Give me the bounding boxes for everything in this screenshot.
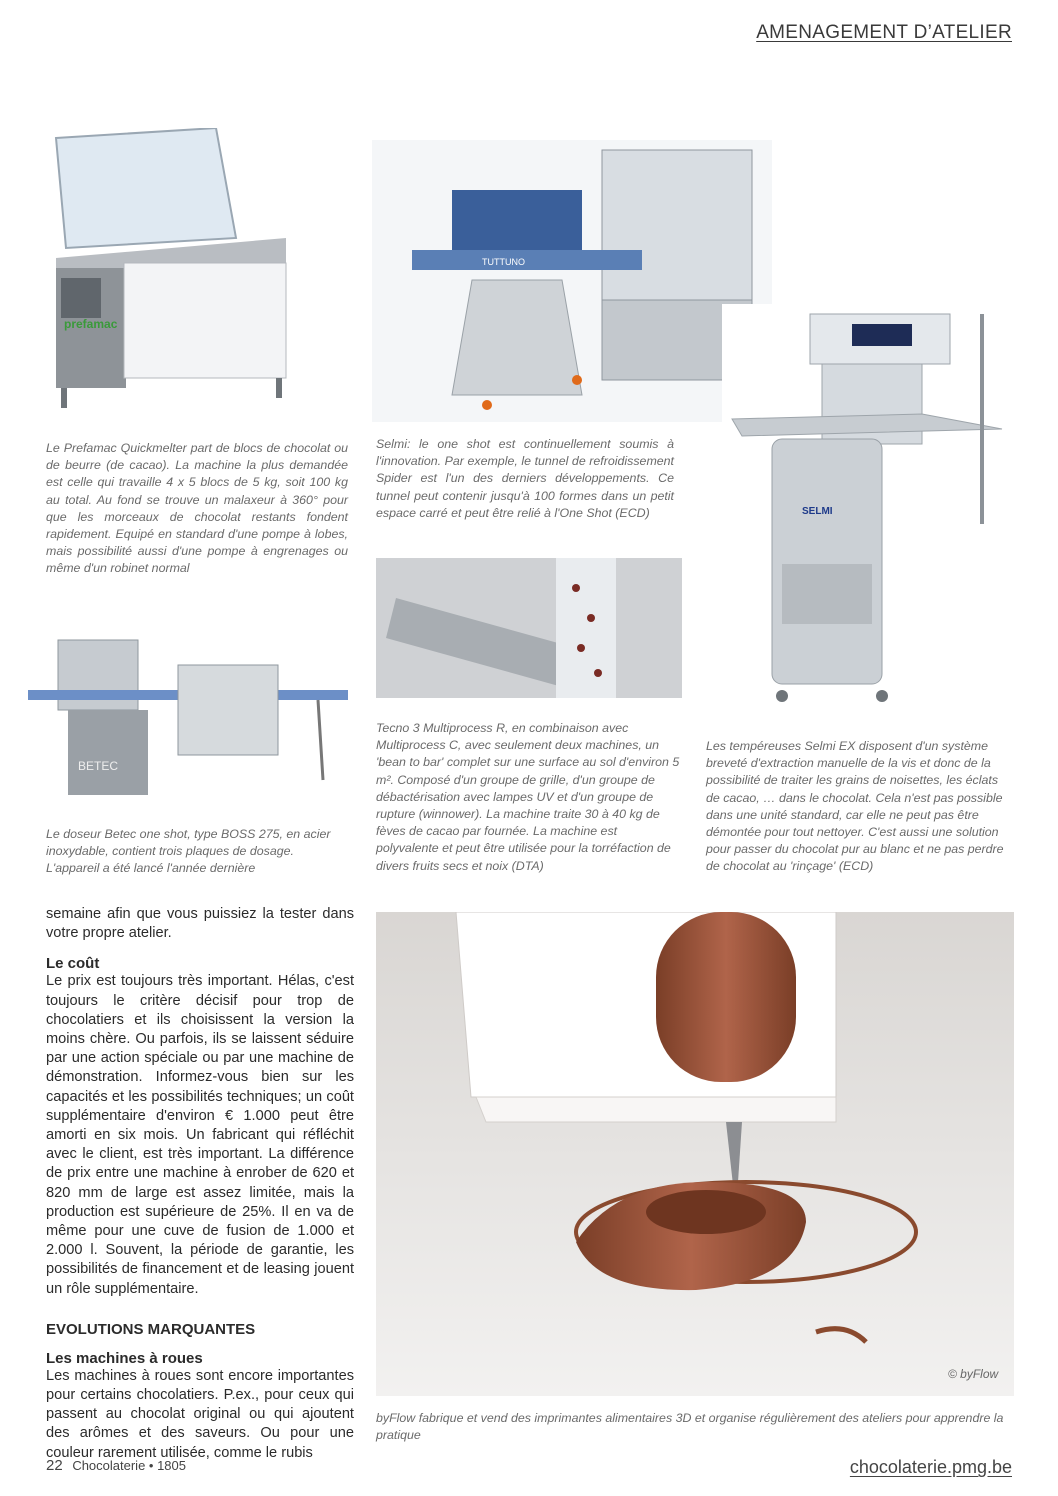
- betec-logo: BETEC: [78, 759, 119, 773]
- byflow-3d-printer-photo: [376, 912, 1014, 1396]
- tuttuno-label: TUTTUNO: [482, 257, 525, 267]
- betec-photo: [18, 620, 356, 806]
- tecno3-caption: Tecno 3 Multiprocess R, en combinaison avec Multiprocess C, avec seulement deux machines, un 'bean to bar' complet sur une surface au sol d'environ 5 m². Composé d'un groupe de grille, d'un groupe de débactérisation avec lampes UV et d'un groupe de rupture (winnower). La machine traite 30 à 40 kg de fèves de cacao par fournée. La machine est polyvalente et peut être utilisée pour la torréfaction de divers fruits secs et noix (DTA): [376, 721, 680, 873]
- prefamac-machine-photo: [46, 128, 298, 414]
- evolutions-heading: EVOLUTIONS MARQUANTES: [46, 1320, 256, 1338]
- section-title: AMENAGEMENT D’ATELIER: [756, 22, 1012, 43]
- selmi-ex-photo: [722, 304, 1014, 714]
- article-intro: semaine afin que vous puissiez la tester dans votre propre atelier.: [46, 906, 354, 942]
- selmi-oneshot-caption: Selmi: le one shot est continuellement soumis à l'innovation. Par exemple, le tunnel de refroidissement Spider est l'un des derniers développements. Ce tunnel peut contenir jusqu'à 100 formes dans un petit espace carré et peut être relié à l'One Shot (ECD): [376, 437, 674, 520]
- magazine-issue: Chocolaterie • 1805: [72, 1458, 186, 1473]
- selmi-oneshot-photo: [372, 140, 772, 422]
- page-number: 22: [46, 1457, 63, 1474]
- tecno3-photo: [376, 558, 682, 698]
- prefamac-caption: Le Prefamac Quickmelter part de blocs de chocolat ou de beurre (de cacao). La machine la plus demandée est celle qui travaille 4 x 5 blocs de 5 kg, soit 100 kg au total. Au fond se trouve un malaxeur à 360° pour que les morceaux de chocolat restants fondent rapidement. Equipé en standard d'une pompe à lobes, mais possibilité aussi d'une pompe à engrenages ou même d'un robinet normal: [46, 441, 348, 576]
- cost-heading: Le coût: [46, 955, 100, 973]
- prefamac-logo: prefamac: [64, 317, 118, 331]
- byflow-caption: byFlow fabrique et vend des imprimantes alimentaires 3D et organise régulièrement des ateliers pour apprendre la pratique: [376, 1411, 1004, 1443]
- website-link[interactable]: chocolaterie.pmg.be: [849, 1457, 1012, 1477]
- wheels-heading: Les machines à roues: [46, 1349, 203, 1367]
- selmi-ex-logo: SELMI: [802, 506, 833, 517]
- article-column: [46, 905, 354, 1463]
- betec-caption: Le doseur Betec one shot, type BOSS 275, en acier inoxydable, contient trois plaques de dosage. L'appareil a été lancé l'année dernière: [46, 827, 331, 876]
- cost-paragraph: Le prix est toujours très important. Hélas, c'est toujours le critère décisif pour trop de chocolatiers et ils choisissent la version la moins chère. Ou parfois, ils se laissent séduire par une action spéciale ou par une machine de démonstration. Informez-vous bien sur les capacités et les possibilités techniques; un coût supplémentaire d'environ € 1.000 peut être amorti en six mois. Un fabricant qui réfléchit avec le client, est très important. La différence de prix entre une machine à enrober de 620 et 820 mm de large est assez limitée, mais la production est supérieure de 25%. Il en va de même pour une cuve de fusion de 1.000 et 2.000 l. Souvent, la période de garantie, les possibilités de financement et de leasing jouent un rôle supplémentaire.: [46, 973, 354, 1297]
- byflow-photo-credit: © byFlow: [948, 1367, 999, 1381]
- selmi-ex-caption: Les tempéreuses Selmi EX disposent d'un système breveté d'extraction manuelle de la vis et donc de la possibilité de traiter les grains de noisettes, les éclats de cacao, … dans le chocolat. Cela n'est pas possible dans une unité standard, car elle ne peut pas être démontée pour tout nettoyer. C'est aussi une solution pour passer du chocolat pur au blanc et ne pas perdre de chocolat au 'rinçage' (ECD): [706, 739, 1004, 874]
- footer-left: [46, 1457, 186, 1474]
- wheels-paragraph: Les machines à roues sont encore importantes pour certains chocolatiers. P.ex., pour ceux qui passent au chocolat original ou qui ajoutent des arômes et des saveurs. Ou pour une couleur rarement utilisée, comme le rubis: [46, 1367, 354, 1461]
